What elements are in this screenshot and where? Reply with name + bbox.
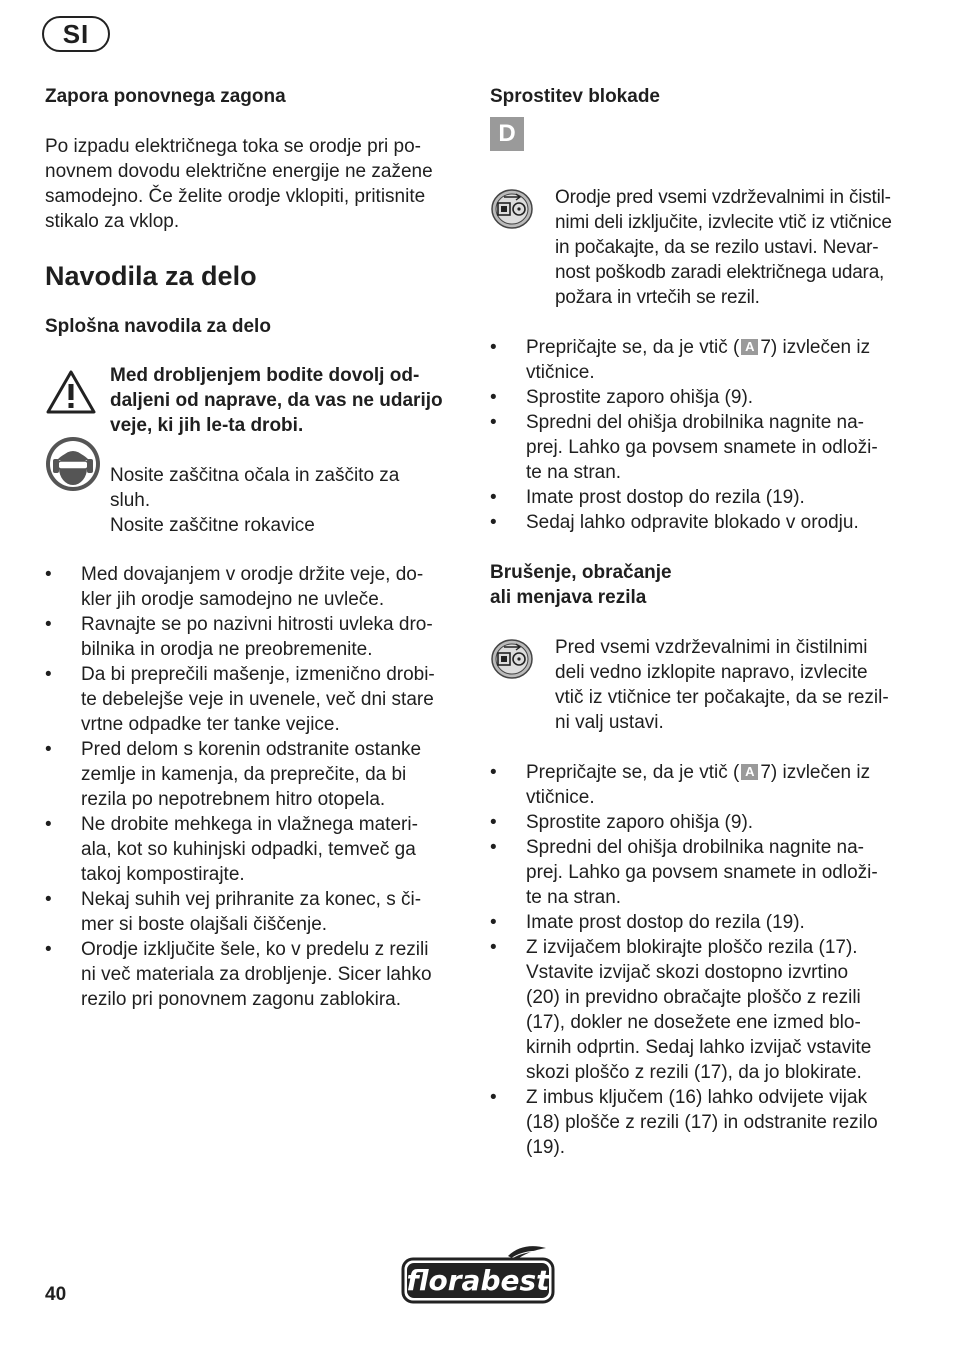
text-line: nimi deli izključite, izvlecite vtič iz vtičnice [555,212,892,233]
text-line: Nosite zaščitne rokavice [110,515,315,536]
figure-ref-a: A [741,764,758,780]
heading-unblocking: Sprostitev blokade [490,86,660,107]
list-item: • Imate prost dostop do rezila (19). [490,912,805,933]
list-item: • Prepričajte se, da je vtič ( A 7) izvlečen iz vtičnice. [490,337,871,383]
unplug-note-1 [490,185,910,310]
list-item: • Orodje izključite šele, ko v predelu z rezili ni več materiala za drobljenje. Sicer lahko rezilo pri ponovnem zagonu zablokira. [45,939,432,1010]
text-line: Med drobljenjem bodite dovolj od- [110,365,420,386]
figure-label-d: D [490,117,524,151]
figure-ref-a: A [741,339,758,355]
text-line: ali menjava rezila [490,587,647,608]
blade-steps-list [490,760,910,1160]
text-line: daljeni od naprave, da vas ne udarijo [110,390,443,411]
unplug-note-2 [490,635,910,735]
list-item: • Sedaj lahko odpravite blokado v orodju. [490,512,859,533]
text-line: vtič iz vtičnice ter počakajte, da se rezil- [555,687,889,708]
right-column [490,84,910,1160]
text-line: Pred vsemi vzdrževalnimi in čistilnimi [555,637,868,658]
protective-gear-icon [45,436,101,492]
text-line: Brušenje, obračanje [490,562,672,583]
heading-blade-maintenance [490,560,910,610]
unplug-note-text [490,635,910,735]
text-line: nost poškodb zaradi električnega udara, [555,262,885,283]
text-line: Nosite zaščitna očala in zaščito za [110,465,400,486]
list-item: • Pred delom s korenin odstranite ostanke zemlje in kamenja, da preprečite, da bi rezila po nepotrebnem hitro otopela. [45,739,422,810]
list-item: • Prepričajte se, da je vtič ( A 7) izvlečen iz vtičnice. [490,762,871,808]
list-item: • Nekaj suhih vej prihranite za konec, s či- mer si boste olajšali čiščenje. [45,889,422,935]
list-item: • Da bi preprečili mašenje, izmenično drobi- te debelejše veje in uvenele, več dni stare vrtne odpadke ter tanke vejice. [45,664,435,735]
text-line: samodejno. Če želite orodje vklopiti, pritisnite [45,186,426,207]
text-line: požara in vrtečih se rezil. [555,287,760,308]
language-badge: SI [42,16,110,52]
paragraph-restart-lock [45,134,465,234]
ppe-block [45,438,465,538]
unblock-steps-list [490,335,910,535]
list-item: • Med dovajanjem v orodje držite veje, do- kler jih orodje samodejno ne uvleče. [45,564,424,610]
heading-restart-lock: Zapora ponovnega zagona [45,86,286,107]
list-item: • Spredni del ohišja drobilnika nagnite na- prej. Lahko ga povsem snamete in odloži- te na stran. [490,412,878,483]
list-item: • Spredni del ohišja drobilnika nagnite na- prej. Lahko ga povsem snamete in odloži- te na stran. [490,837,878,908]
list-item: • Ravnajte se po nazivni hitrosti uvleka dro- bilnika in orodja ne preobremenite. [45,614,433,660]
text-line: Orodje pred vsemi vzdrževalnimi in čistil- [555,187,891,208]
unplug-note-text [490,185,910,310]
unplug-icon [490,188,534,230]
text-line: ni valj ustavi. [555,712,664,733]
list-item: • Sprostite zaporo ohišja (9). [490,812,754,833]
text-line: novnem dovodu električne energije ne zažene [45,161,433,182]
ppe-text [45,438,465,538]
page-number: 40 [45,1284,67,1305]
text-line: deli vedno izklopite napravo, izvlecite [555,662,868,683]
unplug-icon [490,638,534,680]
text-line: stikalo za vklop. [45,211,180,232]
text-line: sluh. [110,490,151,511]
heading-work-instructions: Navodila za delo [45,261,257,291]
heading-general-instructions: Splošna navodila za delo [45,316,271,337]
list-item: • Imate prost dostop do rezila (19). [490,487,805,508]
text-line: veje, ki jih le-ta drobi. [110,415,304,436]
list-item: • Z imbus ključem (16) lahko odvijete vijak (18) plošče z rezili (17) in odstranite rezilo (19). [490,1087,878,1158]
work-instructions-list [45,562,465,1012]
list-item: • Z izvijačem blokirajte ploščo rezila (17). Vstavite izvijač skozi dostopno izvrtino (20) in previdno obračajte ploščo z rezili (17), dokler ne dosežete ene izmed blo- kirnih odprtin. Sedaj lahko izvijač vstavite skozi ploščo z rezili (17), da jo blokirate. [490,937,872,1083]
list-item: • Sprostite zaporo ohišja (9). [490,387,754,408]
svg-text:florabest: florabest [406,1264,550,1297]
warning-text [45,363,465,438]
left-column [45,84,465,1012]
text-line: in počakajte, da se rezilo ustavi. Nevar- [555,237,879,258]
list-item: • Ne drobite mehkega in vlažnega materi- ala, kot so kuhinjski odpadki, temveč ga takoj kompostirajte. [45,814,418,885]
text-line: Po izpadu električnega toka se orodje pri po- [45,136,422,157]
florabest-logo [400,1244,556,1306]
warning-triangle-icon [45,369,97,415]
